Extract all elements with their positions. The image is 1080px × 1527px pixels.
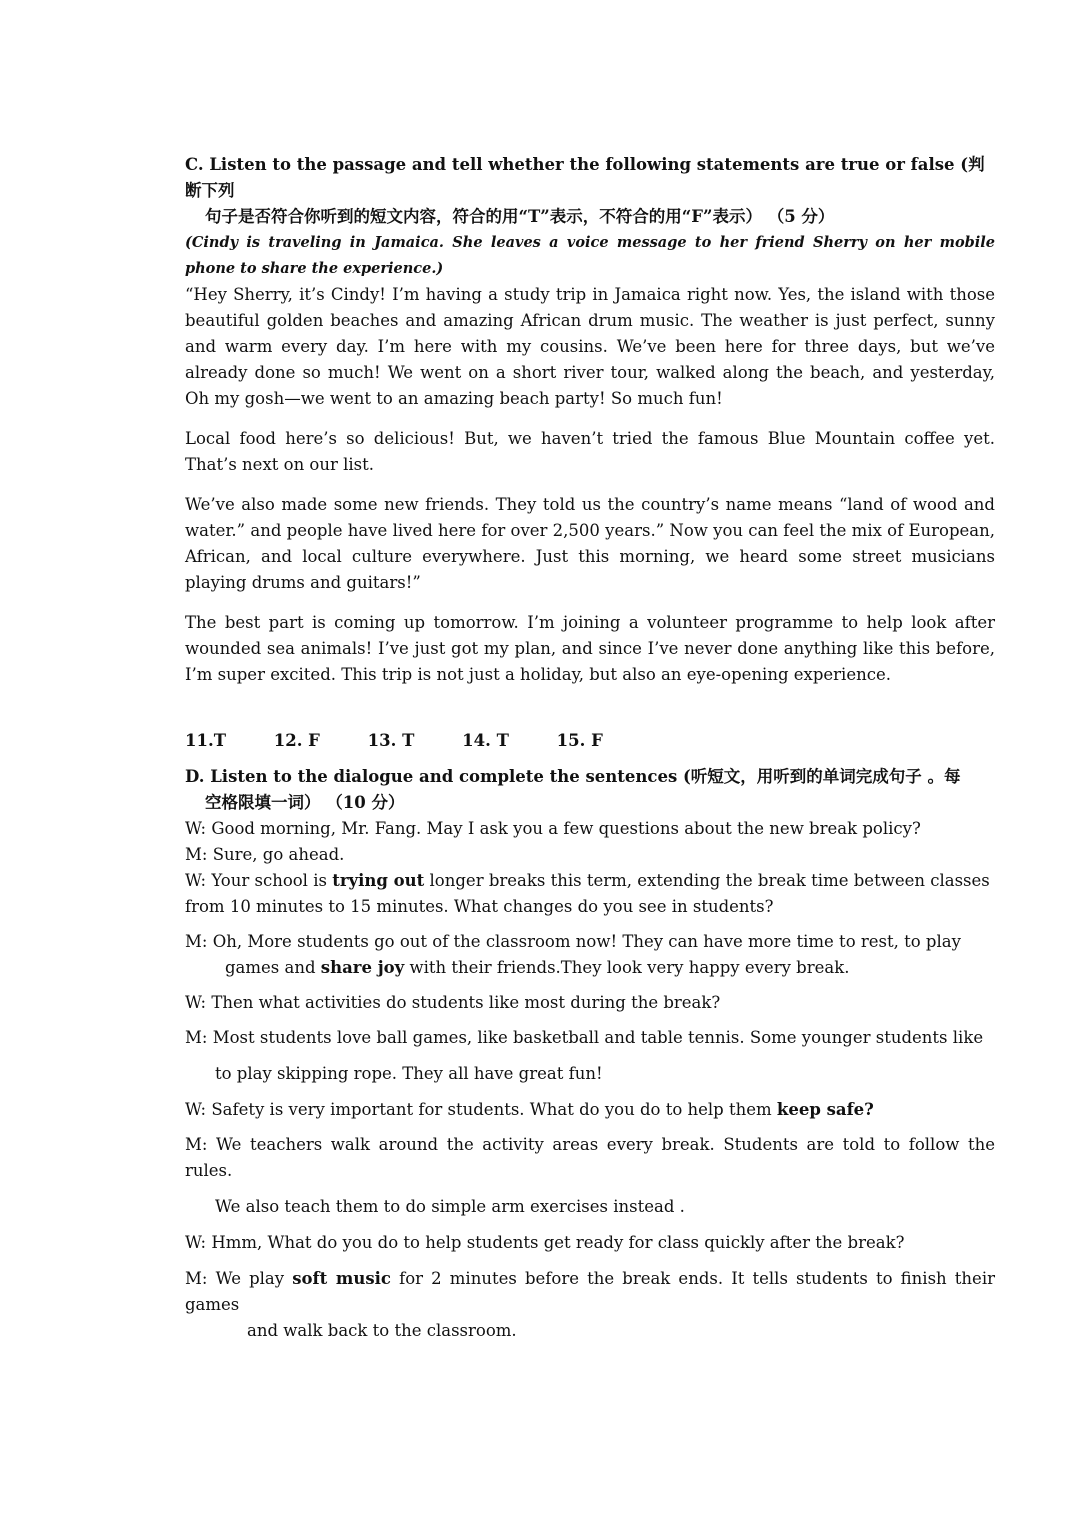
context-note: (Cindy is traveling in Jamaica. She leaves a voice message to her friend Sherry on her mobile phone to share the experience.): [185, 234, 995, 277]
dialogue-text: W: Safety is very important for students. What do you do to help them: [185, 1100, 777, 1119]
answer-11: 11.T: [185, 731, 226, 750]
section-c-heading-line1: C. Listen to the passage and tell whether the following statements are true or false (判断下列: [185, 155, 985, 200]
answer-word: keep safe?: [776, 1100, 874, 1119]
dialogue-line: M: Most students love ball games, like basketball and table tennis. Some younger students like: [185, 1028, 984, 1047]
answer-14: 14. T: [462, 731, 509, 750]
answer-word: share joy: [320, 958, 405, 977]
section-c-heading-line2: 句子是否符合你听到的短文内容，符合的用“T”表示，不符合的用“F”表示） （5 分）: [205, 207, 835, 226]
dialogue-line: M: Oh, More students go out of the classroom now! They can have more time to rest, to play: [185, 932, 961, 951]
dialogue-text: longer breaks this term, extending the break time between classes: [424, 871, 990, 890]
passage-paragraph-4: The best part is coming up tomorrow. I’m joining a volunteer programme to help look after wounded sea animals! I’ve just got my plan, and since I’ve never done anything like this before, I’m super excited. This trip is not just a holiday, but also an eye-opening experience.: [185, 613, 995, 684]
dialogue-text: for 2 minutes before the break ends. It tells students to finish their games: [185, 1269, 995, 1314]
passage-paragraph-1: “Hey Sherry, it’s Cindy! I’m having a study trip in Jamaica right now. Yes, the island with those beautiful golden beaches and amazing African drum music. The weather is just perfect, sunny and warm every day. I’m here with my cousins. We’ve been here for three days, but we’ve already done so much! We went on a short river tour, walked along the beach, and yesterday, Oh my gosh—we went to an amazing beach party! So much fun!: [185, 285, 995, 408]
dialogue-text: games and: [225, 958, 321, 977]
section-d-heading-line2: 空格限填一词） （10 分）: [205, 793, 405, 812]
dialogue-line: M: We teachers walk around the activity areas every break. Students are told to follow the rules.: [185, 1135, 995, 1180]
exam-sheet: [185, 152, 995, 1344]
dialogue-line: and walk back to the classroom.: [247, 1321, 517, 1340]
dialogue-line: to play skipping rope. They all have great fun!: [215, 1064, 603, 1083]
dialogue-text: W: Your school is: [185, 871, 333, 890]
dialogue-line: [185, 868, 995, 894]
section-d-heading: [185, 764, 995, 816]
dialogue-line: W: Good morning, Mr. Fang. May I ask you a few questions about the new break policy?: [185, 819, 921, 838]
dialogue-line: [185, 1266, 995, 1318]
dialogue-line: We also teach them to do simple arm exercises instead .: [215, 1197, 685, 1216]
passage-paragraph-2: Local food here’s so delicious! But, we haven’t tried the famous Blue Mountain coffee yet. That’s next on our list.: [185, 429, 995, 474]
section-d-heading-line1: D. Listen to the dialogue and complete the sentences (听短文，用听到的单词完成句子 。每: [185, 767, 961, 786]
section-c-heading: [185, 152, 995, 230]
answer-key: [185, 728, 995, 754]
answer-12: 12. F: [273, 731, 320, 750]
passage-paragraph-3: We’ve also made some new friends. They told us the country’s name means “land of wood and water.” and people have lived here for over 2,500 years.” Now you can feel the mix of European, African, and local culture everywhere. Just this morning, we heard some street musicians playing drums and guitars!”: [185, 495, 995, 592]
answer-15: 15. F: [556, 731, 603, 750]
dialogue-line: M: Sure, go ahead.: [185, 845, 345, 864]
dialogue-text: M: We play: [185, 1269, 293, 1288]
answer-word: trying out: [332, 871, 425, 890]
dialogue-line: [185, 955, 995, 981]
dialogue-text: with their friends.They look very happy every break.: [404, 958, 850, 977]
dialogue-line: W: Hmm, What do you do to help students get ready for class quickly after the break?: [185, 1233, 905, 1252]
answer-13: 13. T: [367, 731, 415, 750]
dialogue-line: W: Then what activities do students like most during the break?: [185, 993, 721, 1012]
dialogue-line: [185, 1097, 995, 1123]
answer-word: soft music: [292, 1269, 391, 1288]
dialogue-line: from 10 minutes to 15 minutes. What changes do you see in students?: [185, 897, 774, 916]
